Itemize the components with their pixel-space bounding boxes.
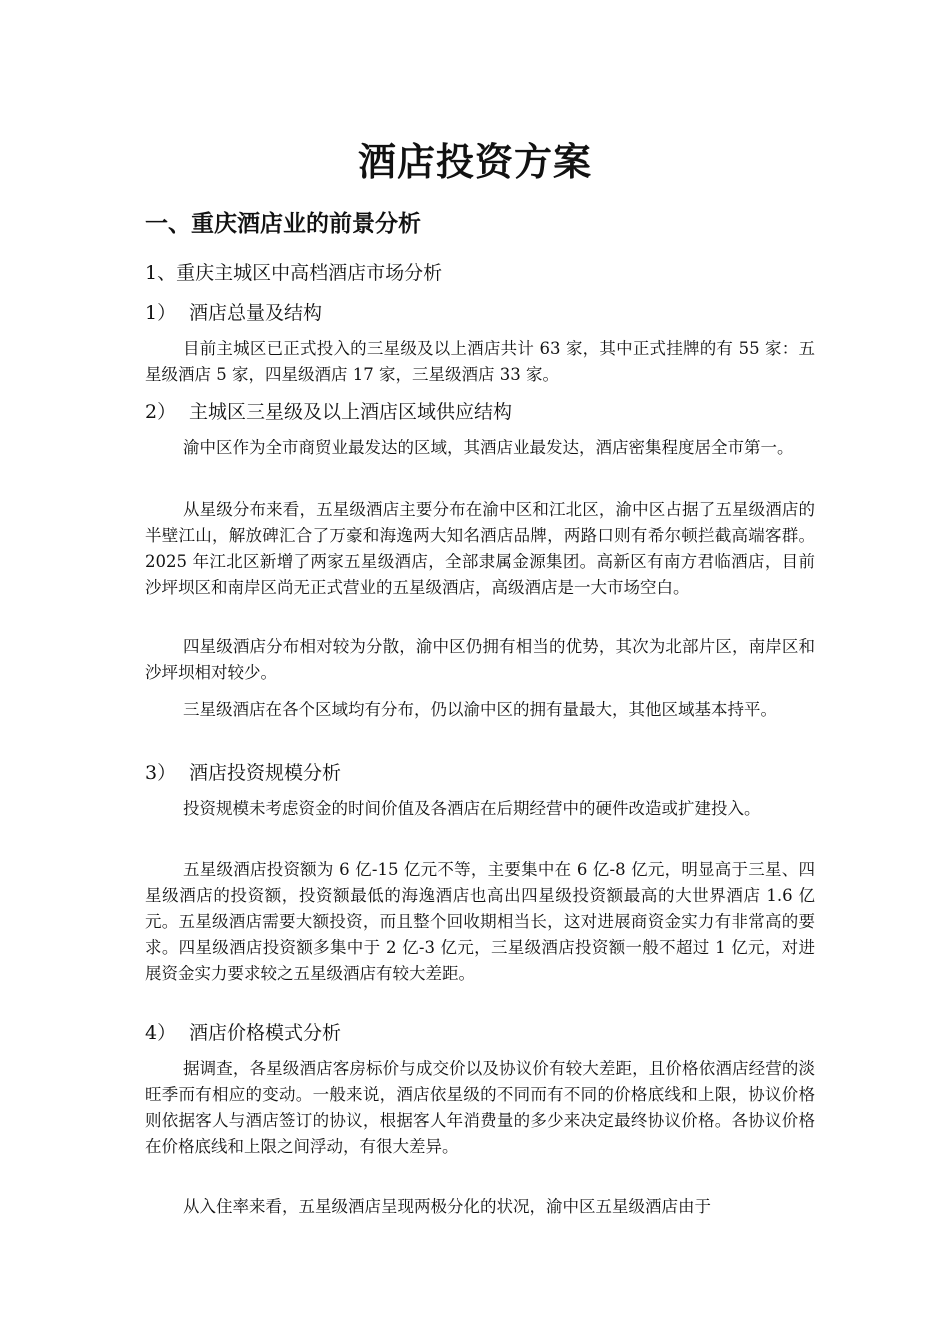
item-heading-3: [145, 758, 341, 788]
item-number: 3）: [145, 762, 177, 784]
item-number: 1）: [145, 302, 177, 324]
paragraph: 从星级分布来看，五星级酒店主要分布在渝中区和江北区，渝中区占据了五星级酒店的半壁江山，解放碑汇合了万豪和海逸两大知名酒店品牌，两路口则有希尔顿拦截高端客群。2025 年江北区新增了两家五星级酒店，全部隶属金源集团。高新区有南方君临酒店，目前沙坪坝区和南岸区尚无正式营业的五星级酒店，高级酒店是一大市场空白。: [145, 500, 815, 597]
item-heading-1: [145, 298, 322, 328]
paragraph: 三星级酒店在各个区域均有分布，仍以渝中区的拥有量最大，其他区域基本持平。: [183, 700, 777, 719]
item-number: 2）: [145, 401, 177, 423]
subsection-heading: 1、重庆主城区中高档酒店市场分析: [145, 262, 443, 284]
paragraph: 投资规模未考虑资金的时间价值及各酒店在后期经营中的硬件改造或扩建投入。: [183, 799, 761, 818]
paragraph: 从入住率来看，五星级酒店呈现两极分化的状况，渝中区五星级酒店由于: [183, 1197, 711, 1216]
paragraph: 据调查，各星级酒店客房标价与成交价以及协议价有较大差距，且价格依酒店经营的淡旺季而有相应的变动。一般来说，酒店依星级的不同而有不同的价格底线和上限，协议价格则依据客人与酒店签订的协议，根据客人年消费量的多少来决定最终协议价格。各协议价格在价格底线和上限之间浮动，有很大差异。: [145, 1059, 815, 1156]
item-number: 4）: [145, 1022, 177, 1044]
item-label: 酒店总量及结构: [189, 302, 323, 324]
paragraph: 五星级酒店投资额为 6 亿-15 亿元不等，主要集中在 6 亿-8 亿元，明显高于三星、四星级酒店的投资额，投资额最低的海逸酒店也高出四星级投资额最高的大世界酒店 1.6 亿元。五星级酒店需要大额投资，而且整个回收期相当长，这对进展商资金实力有非常高的要求。四星级酒店投资额多集中于 2 亿-3 亿元，三星级酒店投资额一般不超过 1 亿元，对进展资金实力要求较之五星级酒店有较大差距。: [145, 860, 815, 983]
section-heading: 一、重庆酒店业的前景分析: [145, 210, 421, 237]
paragraph: 目前主城区已正式投入的三星级及以上酒店共计 63 家，其中正式挂牌的有 55 家：五星级酒店 5 家，四星级酒店 17 家，三星级酒店 33 家。: [145, 339, 815, 384]
item-heading-4: [145, 1018, 341, 1048]
document-title: 酒店投资方案: [357, 139, 592, 184]
item-label: 酒店投资规模分析: [189, 762, 342, 784]
item-heading-2: [145, 397, 512, 427]
item-label: 酒店价格模式分析: [189, 1022, 342, 1044]
paragraph: 四星级酒店分布相对较为分散，渝中区仍拥有相当的优势，其次为北部片区，南岸区和沙坪坝相对较少。: [145, 637, 815, 682]
item-label: 主城区三星级及以上酒店区域供应结构: [189, 401, 513, 423]
paragraph: 渝中区作为全市商贸业最发达的区域，其酒店业最发达，酒店密集程度居全市第一。: [183, 438, 794, 457]
